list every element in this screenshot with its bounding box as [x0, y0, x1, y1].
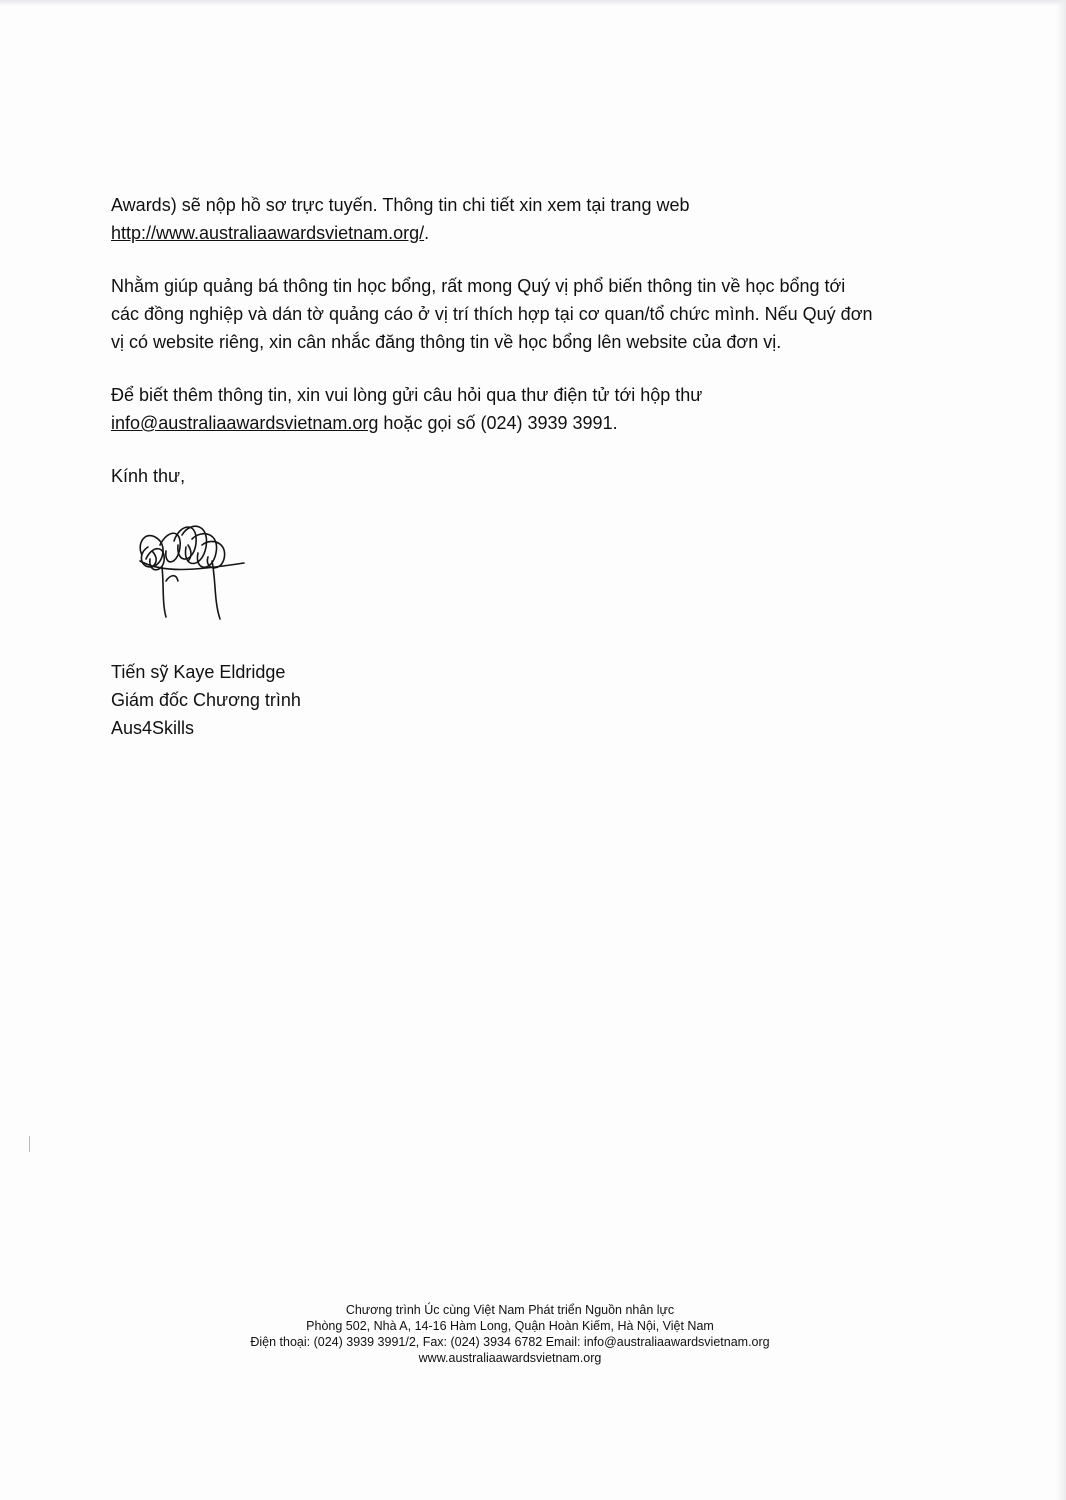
signatory-title: Giám đốc Chương trình	[111, 690, 301, 710]
paragraph-contact-line2-rest: hoặc gọi số (024) 3939 3991.	[378, 413, 618, 433]
paragraph-dissemination-line1: Nhằm giúp quảng bá thông tin học bổng, rất mong Quý vị phổ biến thông tin về học bổng tới	[111, 276, 846, 296]
footer-website: www.australiaawardsvietnam.org	[418, 1351, 602, 1365]
website-link[interactable]: http://www.australiaawardsvietnam.org/	[111, 223, 425, 243]
letter-footer	[160, 1302, 860, 1366]
signatory-name: Tiến sỹ Kaye Eldridge	[111, 662, 286, 682]
closing-salutation: Kính thư,	[111, 466, 186, 486]
paragraph-contact	[111, 381, 931, 437]
paragraph-contact-line1: Để biết thêm thông tin, xin vui lòng gửi câu hỏi qua thư điện tử tới hộp thư	[111, 385, 703, 405]
scan-margin-mark	[29, 1136, 30, 1152]
paragraph-website	[111, 191, 931, 247]
website-link-suffix: .	[424, 223, 430, 243]
email-link[interactable]: info@australiaawardsvietnam.org	[111, 413, 379, 433]
footer-program-name: Chương trình Úc cùng Việt Nam Phát triển Nguồn nhân lực	[345, 1303, 675, 1317]
paragraph-website-line1: Awards) sẽ nộp hồ sơ trực tuyến. Thông tin chi tiết xin xem tại trang web	[111, 195, 690, 215]
paragraph-dissemination-line2: các đồng nghiệp và dán tờ quảng cáo ở vị trí thích hợp tại cơ quan/tổ chức mình. Nếu Quý đơn	[111, 304, 873, 324]
signature-image	[132, 515, 252, 625]
scan-edge-right	[1056, 0, 1066, 1500]
signatory-organization: Aus4Skills	[111, 718, 195, 738]
footer-contact: Điện thoại: (024) 3939 3991/2, Fax: (024) 3934 6782 Email: info@australiaawardsvietnam.org	[250, 1335, 770, 1349]
signatory-block	[111, 658, 931, 742]
paragraph-contact-line2	[111, 409, 931, 437]
scan-edge-top	[0, 0, 1066, 6]
paragraph-dissemination-line3: vị có website riêng, xin cân nhắc đăng thông tin về học bổng lên website của đơn vị.	[111, 332, 782, 352]
paragraph-website-line2	[111, 219, 931, 247]
paragraph-dissemination	[111, 272, 931, 356]
footer-address: Phòng 502, Nhà A, 14-16 Hàm Long, Quận Hoàn Kiếm, Hà Nội, Việt Nam	[306, 1319, 714, 1333]
